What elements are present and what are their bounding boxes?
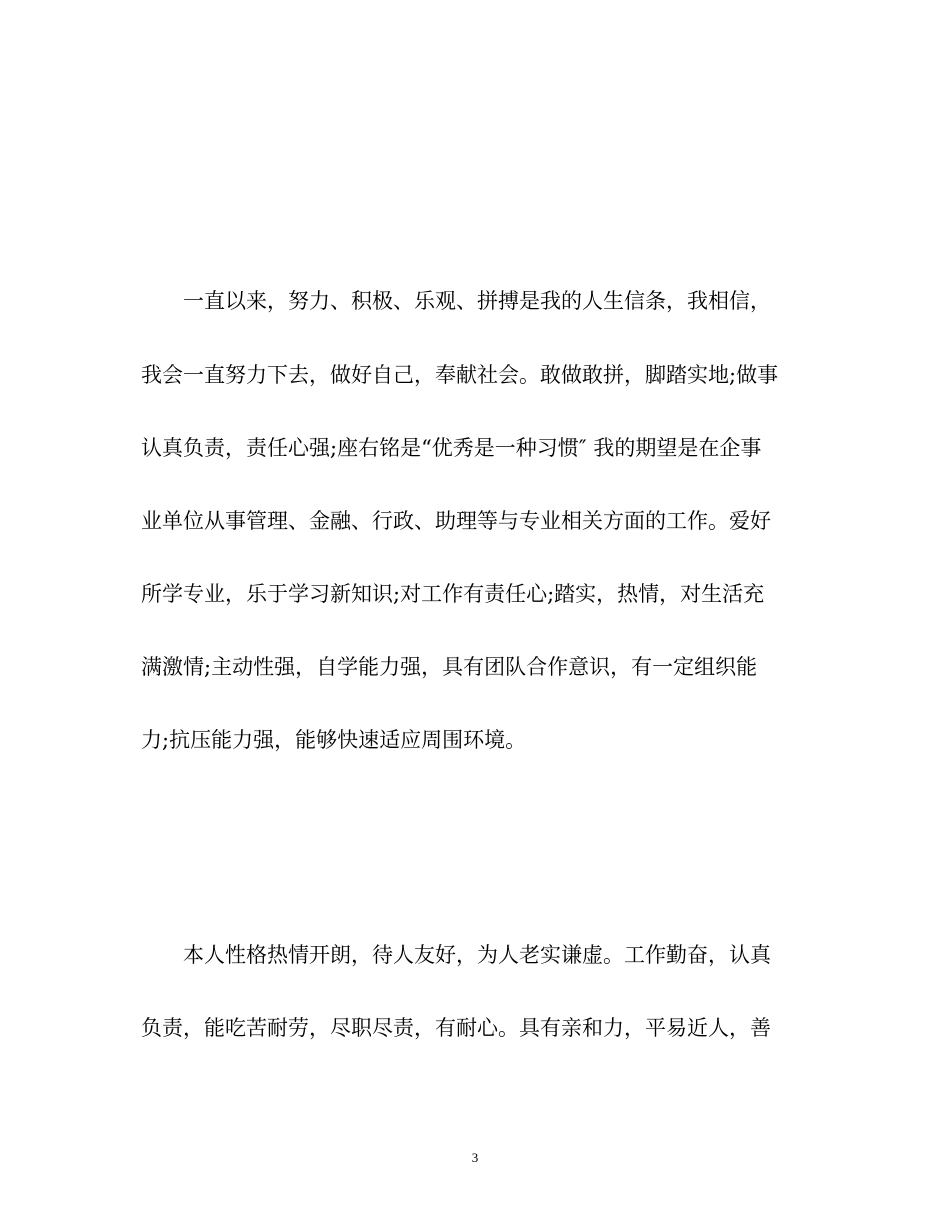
- paragraph-1-line-2: 我会一直努力下去，做好自己，奉献社会。敢做敢拼，脚踏实地;做事: [141, 363, 779, 387]
- paragraph-1-line-4: 业单位从事管理、金融、行政、助理等与专业相关方面的工作。爱好: [141, 509, 771, 533]
- paragraph-2-line-2: 负责，能吃苦耐劳，尽职尽责，有耐心。具有亲和力，平易近人，善: [141, 1016, 771, 1040]
- paragraph-1-line-1: 一直以来，努力、积极、乐观、拼搏是我的人生信条，我相信，: [183, 289, 771, 313]
- paragraph-2-line-1: 本人性格热情开朗，待人友好，为人老实谦虚。工作勤奋，认真: [183, 943, 771, 967]
- paragraph-1-line-3: 认真负责，责任心强;座右铭是“优秀是一种习惯″ 我的期望是在企事: [141, 436, 762, 460]
- paragraph-1-line-7: 力;抗压能力强，能够快速适应周围环境。: [141, 728, 527, 752]
- paragraph-1-line-6: 满激情;主动性强，自学能力强，具有团队合作意识，有一定组织能: [141, 655, 758, 679]
- page-number: 3: [471, 1150, 479, 1165]
- paragraph-1-line-5: 所学专业，乐于学习新知识;对工作有责任心;踏实，热情，对生活充: [141, 582, 765, 606]
